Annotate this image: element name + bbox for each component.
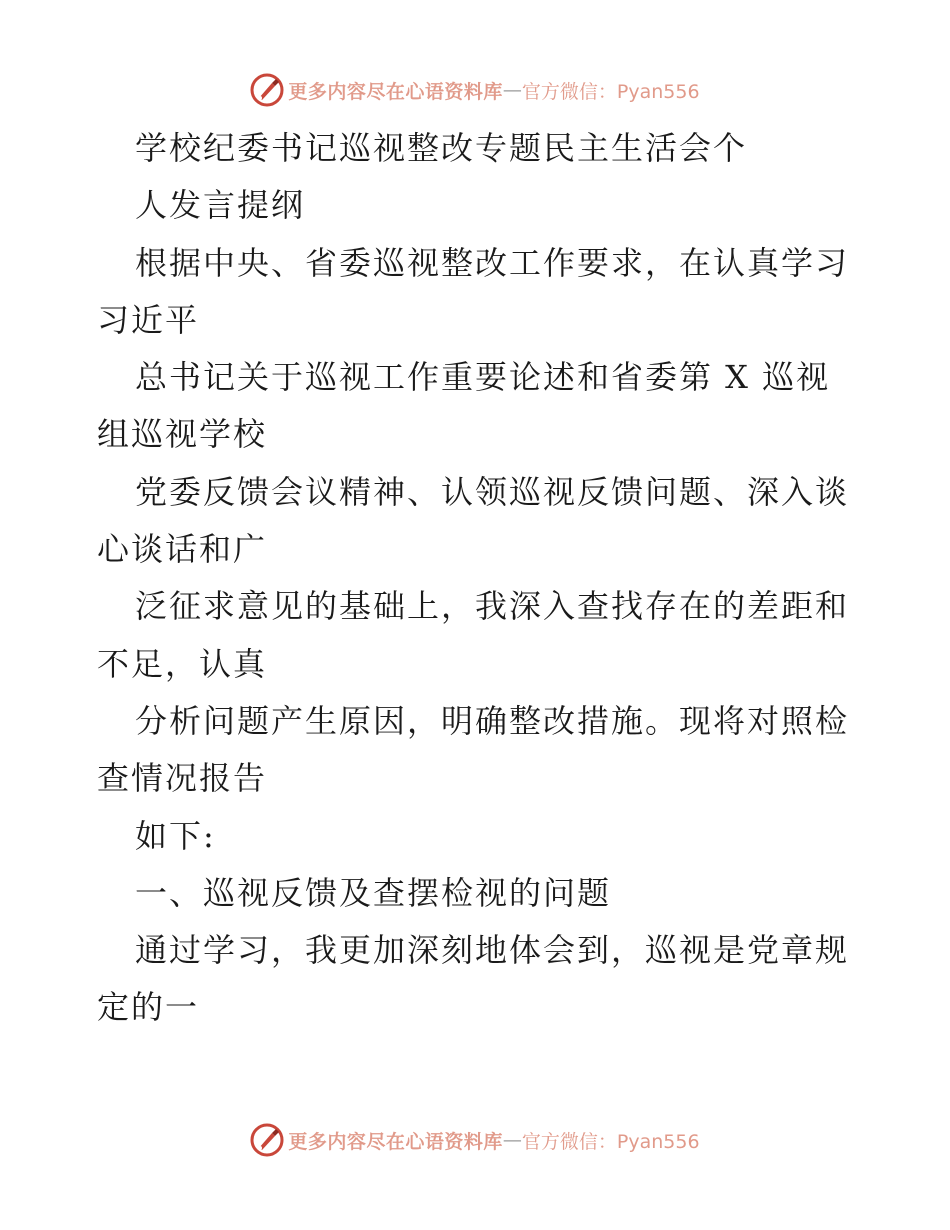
text-line: 总书记关于巡视工作重要论述和省委第 X 巡视 — [135, 358, 831, 397]
text-line: 查情况报告 — [97, 759, 268, 798]
watermark-separator: — — [502, 1129, 522, 1151]
text-line: 习近平 — [97, 300, 200, 339]
text-line: 党委反馈会议精神、认领巡视反馈问题、深入谈 — [135, 472, 850, 511]
pen-logo-icon — [250, 73, 284, 107]
text-line: 组巡视学校 — [97, 415, 268, 454]
watermark-brand-text: 更多内容尽在心语资料库 — [288, 80, 503, 103]
watermark-brand-text: 更多内容尽在心语资料库 — [288, 1130, 503, 1153]
document-body — [97, 120, 867, 1037]
text-line: 如下: — [135, 816, 216, 855]
text-line: 心谈话和广 — [97, 530, 268, 569]
footer-watermark — [0, 1120, 950, 1160]
watermark-contact-text: 官方微信：Pyan556 — [521, 1130, 700, 1153]
section-heading: 一、巡视反馈及查摆检视的问题 — [135, 873, 612, 912]
text-line: 人发言提纲 — [135, 186, 306, 225]
text-line: 泛征求意见的基础上，我深入查找存在的差距和 — [135, 587, 850, 626]
text-line: 学校纪委书记巡视整改专题民主生活会个 — [135, 129, 748, 167]
text-line: 根据中央、省委巡视整改工作要求，在认真学习 — [135, 243, 850, 282]
text-line: 定的一 — [97, 988, 200, 1027]
text-line: 分析问题产生原因，明确整改措施。现将对照检 — [135, 701, 850, 740]
text-line: 通过学习，我更加深刻地体会到，巡视是党章规 — [135, 931, 850, 970]
header-watermark — [0, 70, 950, 110]
watermark-separator: — — [502, 79, 522, 101]
pen-logo-icon — [250, 1123, 284, 1157]
watermark-contact-text: 官方微信：Pyan556 — [521, 80, 700, 103]
text-line: 不足，认真 — [97, 644, 268, 683]
